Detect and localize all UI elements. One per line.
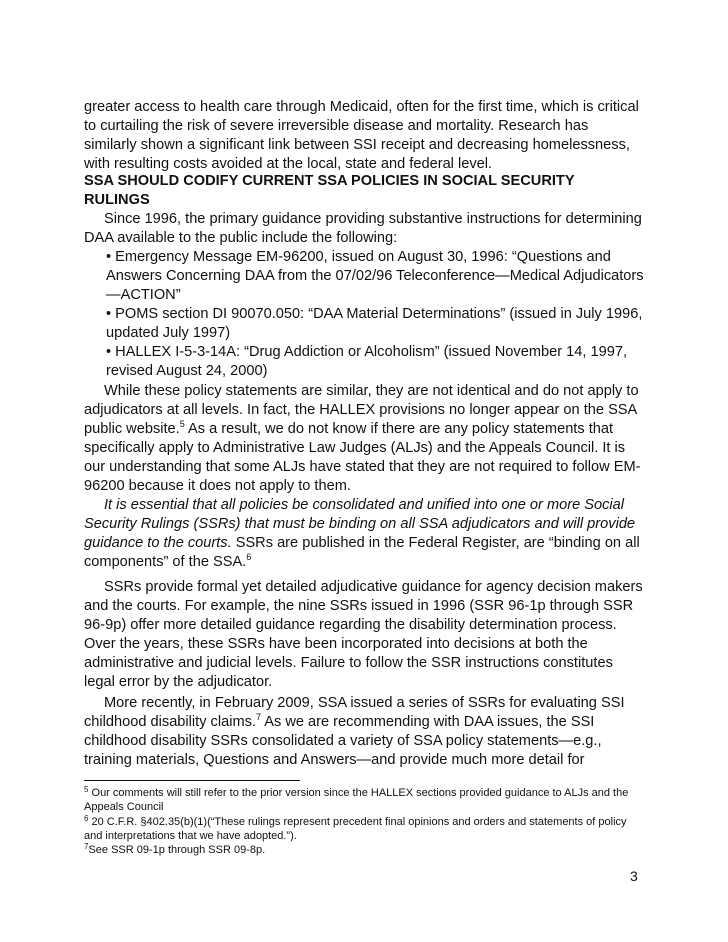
footnote-number: 5: [84, 785, 89, 794]
paragraph-text: More recently, in February 2009, SSA issued a series of SSRs for evaluating SSI childhood disability claims.: [84, 695, 625, 730]
footnote-number: 7: [84, 842, 89, 851]
page-number: 3: [630, 868, 638, 884]
footnote: [84, 843, 644, 857]
paragraph-ssrs: SSRs provide formal yet detailed adjudicative guidance for agency decision makers and the courts. For example, the nine SSRs issued in 1996 (SSR 96-1p through SSR 96-9p) offer more detailed guidance regarding the disability determination process. Over the years, these SSRs have been incorporated into decisions at both the administrative and judicial levels. Failure to follow the SSR instructions constitutes legal error by the adjudicator.: [84, 579, 643, 690]
footnote-ref: 5: [179, 419, 185, 429]
paragraph-text: While these policy statements are similar, they are not identical and do not apply to adjudicators at all levels. In fact, the HALLEX provisions no longer appear on the SSA public website.: [84, 383, 639, 437]
list-item: • POMS section DI 90070.050: “DAA Material Determinations” (issued in July 1996, updated July 1997): [106, 306, 643, 341]
section-heading: SSA SHOULD CODIFY CURRENT SSA POLICIES IN SOCIAL SECURITY RULINGS: [84, 173, 575, 208]
footnote: [84, 786, 644, 814]
paragraph-text: As a result, we do not know if there are any policy statements that specifically apply to Administrative Law Judges (ALJs) and the Appeals Council. It is our understanding that some ALJs have stated that they are not required to follow EM-96200 because it does not apply to them.: [84, 421, 641, 494]
paragraph-childhood: [84, 694, 644, 770]
paragraph-text: As we are recommending with DAA issues, the SSI childhood disability SSRs consolidated a variety of SSA policy statements—e.g., training materials, Questions and Answers—and provide much more detail for: [84, 714, 602, 768]
paragraph-policy-statements: [84, 382, 644, 496]
footnote-ref: 6: [246, 552, 252, 562]
paragraph-medicaid: greater access to health care through Medicaid, often for the first time, which is critical to curtailing the risk of severe irreversible disease and mortality. Research has similarly shown a significant link between SSI receipt and decreasing homelessness, with resulting costs avoided at the local, state and federal level.: [84, 99, 639, 172]
emphasis-text: It is essential that all policies be consolidated and unified into one or more Social Security Rulings (SSRs) that must be binding on all SSA adjudicators and will provide guidance to the courts.: [84, 497, 636, 551]
footnote-text: Our comments will still refer to the prior version since the HALLEX sections provided guidance to ALJs and the Appeals Council: [84, 787, 629, 813]
footnote-ref: 7: [255, 712, 261, 722]
footnote: [84, 815, 644, 843]
guidance-list: [106, 248, 646, 381]
paragraph-consolidate: [84, 496, 644, 572]
list-item: • Emergency Message EM-96200, issued on August 30, 1996: “Questions and Answers Concerning DAA from the 07/02/96 Teleconference—Medical Adjudicators—ACTION”: [106, 249, 644, 303]
footnote-text: 20 C.F.R. §402.35(b)(1)(“These rulings represent precedent final opinions and orders and statements of policy and interpretations that we have adopted.”).: [84, 816, 627, 842]
footnote-text: See SSR 09-1p through SSR 09-8p.: [88, 844, 266, 856]
paragraph-guidance-intro: Since 1996, the primary guidance providing substantive instructions for determining DAA available to the public include the following:: [84, 211, 642, 246]
paragraph-text: SSRs are published in the Federal Register, are “binding on all components” of the SSA.: [84, 535, 640, 570]
footnote-number: 6: [84, 814, 89, 823]
footnote-divider: [84, 780, 300, 781]
list-item: • HALLEX I-5-3-14A: “Drug Addiction or Alcoholism” (issued November 14, 1997, revised August 24, 2000): [106, 344, 627, 379]
